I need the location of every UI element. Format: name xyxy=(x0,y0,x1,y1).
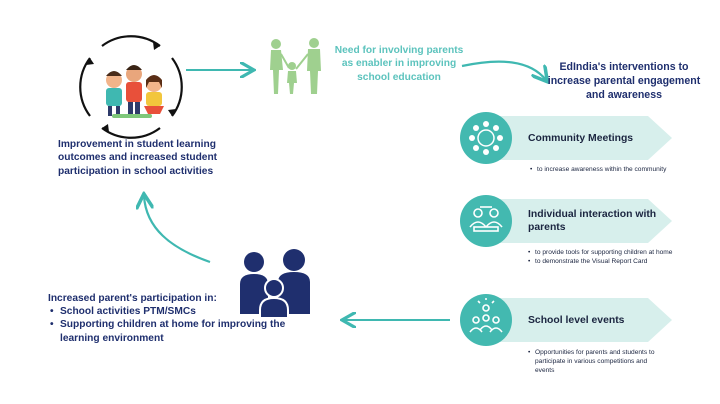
intervention-label: Individual interaction with parents xyxy=(528,209,657,233)
event-icon xyxy=(460,294,512,346)
participation-item: • School activities PTM/SMCs xyxy=(48,305,318,318)
interventions-title: EdIndia's interventions to increase parental engagement and awareness xyxy=(547,61,701,101)
family-walking-icon xyxy=(262,36,330,96)
intervention-label: School level events xyxy=(528,314,625,326)
intervention-label: Community Meetings xyxy=(528,132,634,144)
bullet-item: • to demonstrate the Visual Report Card xyxy=(528,257,678,266)
kids-cycle-illustration xyxy=(72,28,190,146)
intervention-bullets xyxy=(528,248,678,266)
outcome-text: Improvement in student learning outcomes and increased student participation in school activities xyxy=(58,139,218,177)
bullet-item: • to increase awareness within the community xyxy=(530,165,670,174)
interaction-icon xyxy=(460,195,512,247)
intervention-bullets xyxy=(530,165,670,174)
participation-heading: Increased parent's participation in: xyxy=(48,293,217,304)
arrow-participation-to-outcome xyxy=(144,196,210,262)
participation-list xyxy=(48,305,318,345)
bullet-item: • Opportunities for parents and students to participate in various competitions and events xyxy=(528,348,658,375)
arrow-need-to-interventions xyxy=(462,62,546,80)
intervention-bullets xyxy=(528,348,658,375)
community-circle-icon xyxy=(460,112,512,164)
bullet-item: • to provide tools for supporting children at home xyxy=(528,248,678,257)
need-text: Need for involving parents as enabler in improving school education xyxy=(334,45,464,83)
participation-block xyxy=(48,292,318,345)
participation-item: • Supporting children at home for improving the learning environment xyxy=(48,318,318,344)
